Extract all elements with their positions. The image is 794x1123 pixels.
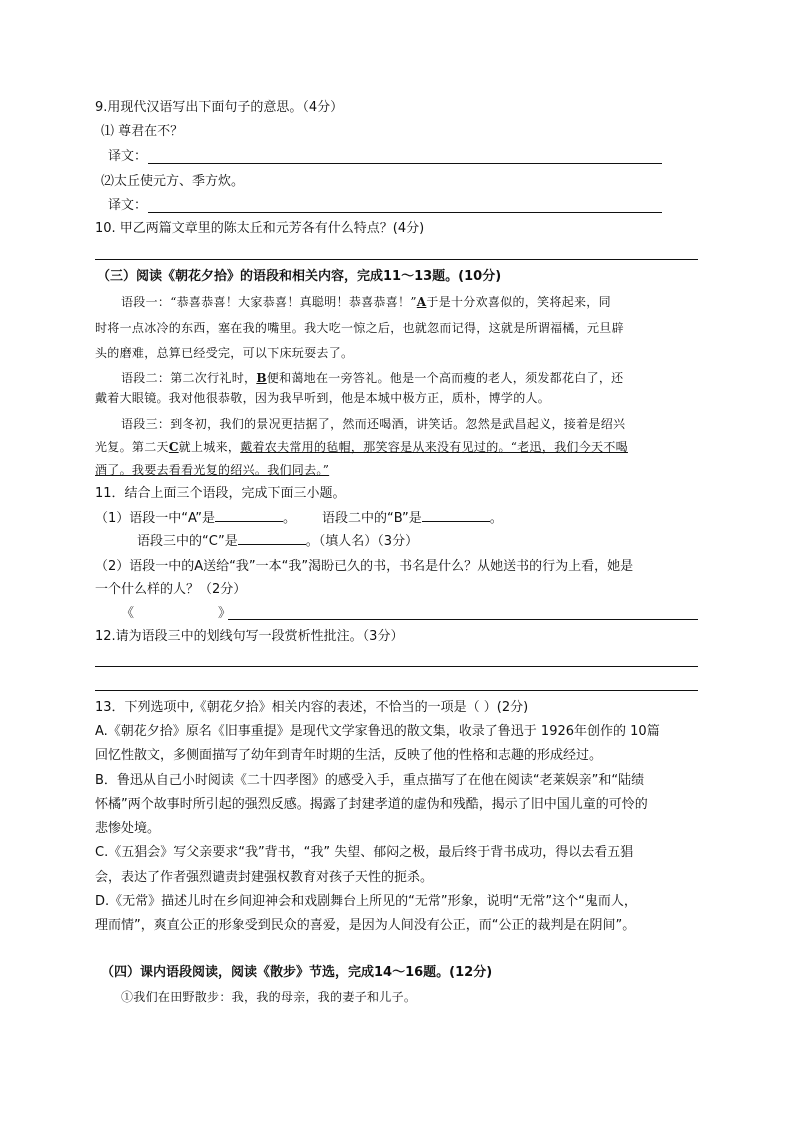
- section-4-paragraph-1: ①我们在田野散步：我，我的母亲，我的妻子和儿子。: [121, 990, 417, 1004]
- section-3-title: （三）阅读《朝花夕拾》的语段和相关内容，完成11～13题。(10分): [97, 269, 502, 284]
- q13-option-a-line-1: A.《朝花夕拾》原名《旧事重提》是现代文学家鲁迅的散文集，收录了鲁迅于 1926年创作的 10篇: [95, 724, 660, 739]
- underlined-sentence-part-1: 戴着农夫常用的毡帽，那笑容是从来没有见过的。“老迅，我们今天不喝: [240, 440, 628, 454]
- q11-title: 11．结合上面三个语段，完成下面三小题。: [95, 486, 346, 501]
- q11-part-2-line-2: 一个什么样的人？（2分）: [95, 582, 247, 597]
- passage-3-text-a: 光复。第二天: [95, 440, 169, 454]
- q13-option-c-line-2: 会，表达了作者强烈谴责封建强权教育对孩子天性的扼杀。: [95, 870, 434, 885]
- q11-b-end: 。: [489, 511, 503, 526]
- q13-title: 13．下列选项中,《朝花夕拾》相关内容的表述，不恰当的一项是（ ）(2分): [95, 700, 529, 715]
- q11-c-end: 。（填人名）（3分）: [305, 534, 419, 549]
- passage-1-text-b: 于是十分欢喜似的，笑将起来，同: [426, 295, 611, 309]
- passage-2-text-a: 语段二：第二次行礼时，: [121, 371, 257, 385]
- q10-title: 10. 甲乙两篇文章里的陈太丘和元芳各有什么特点？(4分): [95, 221, 425, 236]
- marker-b: B: [256, 371, 267, 385]
- q11-c-blank[interactable]: [238, 532, 306, 545]
- q11-part-2-line-1: （2）语段一中的A送给“我”一本“我”渴盼已久的书，书名是什么？从她送书的行为上看，她是: [95, 559, 634, 574]
- q9-translation-label-2: 译文：: [108, 198, 148, 213]
- q11-a-blank[interactable]: [215, 509, 283, 522]
- passage-3-line-2: [95, 437, 628, 457]
- q11-part-1-line-2: [137, 532, 418, 552]
- q12-answer-line-1[interactable]: [95, 666, 698, 667]
- underlined-sentence-part-2: 酒了。我要去看看光复的绍兴。我们同去。”: [95, 463, 330, 477]
- q13-option-b-line-3: 悲惨处境。: [95, 821, 161, 836]
- q12-answer-line-2[interactable]: [95, 690, 698, 691]
- passage-2-text-b: 便和蔼地在一旁答礼。他是一个高而瘦的老人，须发都花白了，还: [266, 371, 624, 385]
- q13-option-a-line-2: 回忆性散文，多侧面描写了幼年到青年时期的生活，反映了他的性格和志趣的形成经过。: [95, 748, 603, 763]
- passage-3-line-1: 语段三：到冬初，我们的景况更拮据了，然而还喝酒，讲笑话。忽然是武昌起义，接着是绍兴: [121, 417, 626, 431]
- q13-option-b-line-2: 怀橘”两个故事时所引起的强烈反感。揭露了封建孝道的虚伪和残酷，揭示了旧中国儿童的可怜的: [95, 797, 648, 812]
- q9-sentence-1: ⑴ 尊君在不？: [101, 124, 184, 139]
- passage-1-line-2: 时将一点冰冷的东西，塞在我的嘴里。我大吃一惊之后，也就忽而记得，这就是所谓福橘，元旦辟: [95, 321, 624, 335]
- passage-1-line-3: 头的磨难，总算已经受完，可以下床玩耍去了。: [95, 346, 354, 360]
- q9-translation-label-1: 译文：: [108, 149, 148, 164]
- q12-title: 12.请为语段三中的划线句写一段赏析性批注。（3分）: [95, 629, 404, 644]
- q13-option-b-line-1: B．鲁迅从自己小时阅读《二十四孝图》的感受入手，重点描写了在他在阅读“老莱娱亲”和“陆绩: [95, 773, 645, 788]
- q11-a-prompt: （1）语段一中“A”是: [95, 511, 216, 526]
- marker-c: C: [168, 440, 179, 454]
- passage-1-text-a: 语段一：“恭喜恭喜！大家恭喜！真聪明！恭喜恭喜！”: [121, 295, 417, 309]
- passage-3-text-b: 就上城来，: [178, 440, 241, 454]
- q13-option-d-line-1: D.《无常》描述儿时在乡间迎神会和戏剧舞台上所见的“无常”形象，说明“无常”这个“鬼而人，: [95, 894, 637, 909]
- q9-answer-line-1[interactable]: [148, 163, 662, 164]
- book-left-bracket: 《: [121, 606, 135, 621]
- q11-part-1-line-1: [95, 509, 503, 529]
- q9-sentence-2: ⑵太丘使元方、季方炊。: [101, 174, 245, 189]
- q9-title: 9.用现代汉语写出下面句子的意思。（4分）: [95, 100, 344, 115]
- book-right-bracket: 》: [218, 606, 232, 621]
- q11-b-prompt: 语段二中的“B”是: [322, 511, 422, 526]
- marker-a: A: [416, 295, 427, 309]
- q11-a-end: 。: [283, 511, 297, 526]
- q11-answer-line[interactable]: [228, 619, 698, 620]
- section-4-title: （四）课内语段阅读，阅读《散步》节选，完成14～16题。(12分): [101, 965, 493, 980]
- q13-option-c-line-1: C.《五猖会》写父亲要求“我”背书，“我” 失望、郁闷之极，最后终于背书成功，得以去看五猖: [95, 845, 634, 860]
- q10-answer-line[interactable]: [95, 259, 698, 260]
- passage-2-line-2: 戴着大眼镜。我对他很恭敬，因为我早听到，他是本城中极方正，质朴，博学的人。: [95, 391, 551, 405]
- q13-option-d-line-2: 理而情”，爽直公正的形象受到民众的喜爱，是因为人间没有公正，而“公正的裁判是在阴间”。: [95, 918, 636, 933]
- passage-1-line-1: [121, 292, 611, 312]
- q9-answer-line-2[interactable]: [148, 212, 662, 213]
- passage-2-line-1: [121, 368, 623, 388]
- q11-b-blank[interactable]: [422, 509, 490, 522]
- q11-c-prompt: 语段三中的“C”是: [137, 534, 238, 549]
